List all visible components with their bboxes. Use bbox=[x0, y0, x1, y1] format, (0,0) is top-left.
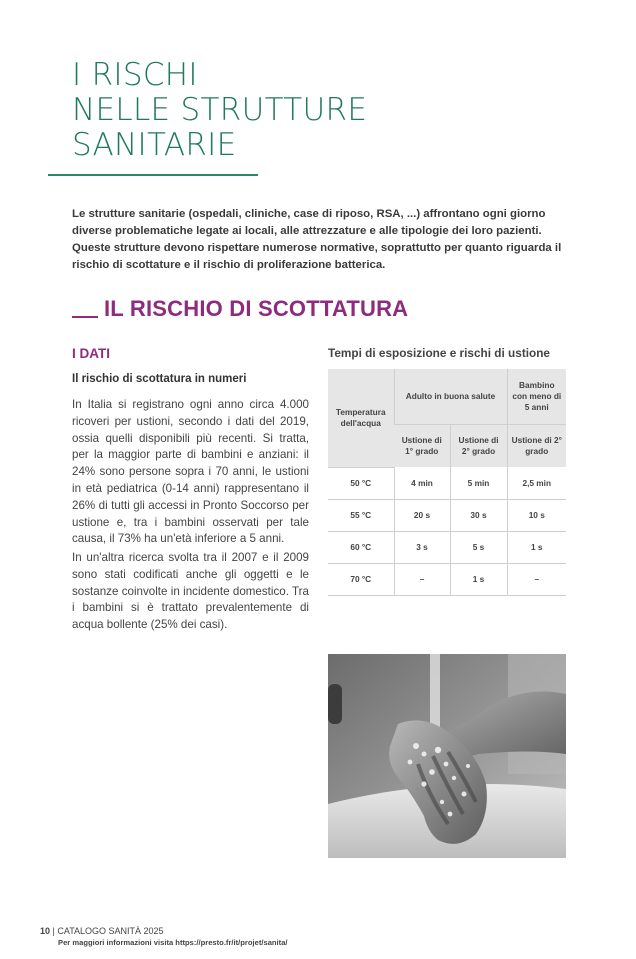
body-paragraph-2: In un'altra ricerca svolta tra il 2007 e il 2009 sono stati codificati anche gli oggetti e le sostanze coinvolte in incidente domestico. Tra i bambini si è trattato prevalentemente di acqua bollente (25% dei casi). bbox=[72, 551, 309, 632]
header-child-second-degree: Ustione di 2° grado bbox=[507, 424, 566, 467]
footer-catalog-line bbox=[40, 926, 164, 936]
intro-paragraph: Le strutture sanitarie (ospedali, cliniche, case di riposo, RSA, ...) affrontano ogni giorno diverse problematiche legate ai locali, alle attrezzature e alle tipologie dei loro pazienti. Queste strutture devono rispettare numerose normative, soprattutto per quanto riguarda il rischio di scottature e il rischio di proliferazione batterica. bbox=[72, 208, 562, 271]
cell-child-second: 1 s bbox=[507, 531, 566, 563]
cell-adult-first: 20 s bbox=[394, 499, 450, 531]
cell-temperature: 55 °C bbox=[328, 499, 394, 531]
burn-risk-table bbox=[328, 369, 566, 596]
cell-temperature: 50 °C bbox=[328, 467, 394, 499]
header-adult-first-degree: Ustione di 1° grado bbox=[394, 424, 450, 467]
section-title: IL RISCHIO DI SCOTTATURA bbox=[104, 296, 409, 321]
cell-temperature: 60 °C bbox=[328, 531, 394, 563]
hand-washing-photo bbox=[328, 654, 566, 858]
page-title bbox=[72, 58, 492, 163]
title-underline bbox=[48, 174, 258, 176]
table-row bbox=[328, 531, 566, 563]
table-row bbox=[328, 499, 566, 531]
footer-separator: | bbox=[50, 926, 58, 936]
catalog-name: CATALOGO SANITÀ 2025 bbox=[57, 926, 164, 936]
hand-washing-image bbox=[328, 654, 566, 858]
footer-info-link[interactable]: Per maggiori informazioni visita https://presto.fr/it/projet/sanita/ bbox=[58, 938, 288, 947]
page-title-line-2: NELLE STRUTTURE bbox=[72, 92, 368, 128]
cell-adult-second: 30 s bbox=[450, 499, 507, 531]
data-subheading: Il rischio di scottatura in numeri bbox=[72, 373, 247, 385]
table-row bbox=[328, 563, 566, 595]
header-adult-second-degree: Ustione di 2° grado bbox=[450, 424, 507, 467]
cell-adult-second: 5 min bbox=[450, 467, 507, 499]
cell-child-second: 2,5 min bbox=[507, 467, 566, 499]
cell-adult-second: 5 s bbox=[450, 531, 507, 563]
cell-temperature: 70 °C bbox=[328, 563, 394, 595]
page-title-line-3: SANITARIE bbox=[72, 127, 237, 163]
body-paragraph-1: In Italia si registrano ogni anno circa 4.000 ricoveri per ustioni, secondo i dati del 2019, ossia quelli disponibili più recenti. Si tratta, per la maggior parte di bambini e anziani: il 24% sono persone sopra i 70 anni, le ustioni in età pediatrica (0-14 anni) rappresentano il 26% di tutti gli accessi in Pronto Soccorso per ustione e, tra i bambini osservati per tale causa, il 73% ha un'età inferiore a 5 anni. bbox=[72, 398, 309, 546]
cell-child-second: 10 s bbox=[507, 499, 566, 531]
data-heading: I DATI bbox=[72, 346, 110, 361]
header-child: Bambino con meno di 5 anni bbox=[507, 369, 566, 424]
section-accent-rule bbox=[72, 316, 98, 318]
cell-adult-first: 3 s bbox=[394, 531, 450, 563]
cell-adult-first: – bbox=[394, 563, 450, 595]
header-adult: Adulto in buona salute bbox=[394, 369, 507, 424]
page-title-line-1: I RISCHI bbox=[72, 57, 198, 93]
table-row bbox=[328, 467, 566, 499]
table-title: Tempi di esposizione e rischi di ustione bbox=[328, 346, 550, 360]
page-number: 10 bbox=[40, 926, 51, 936]
cell-adult-second: 1 s bbox=[450, 563, 507, 595]
header-temperature: Temperatura dell'acqua bbox=[328, 369, 394, 467]
cell-child-second: – bbox=[507, 563, 566, 595]
cell-adult-first: 4 min bbox=[394, 467, 450, 499]
